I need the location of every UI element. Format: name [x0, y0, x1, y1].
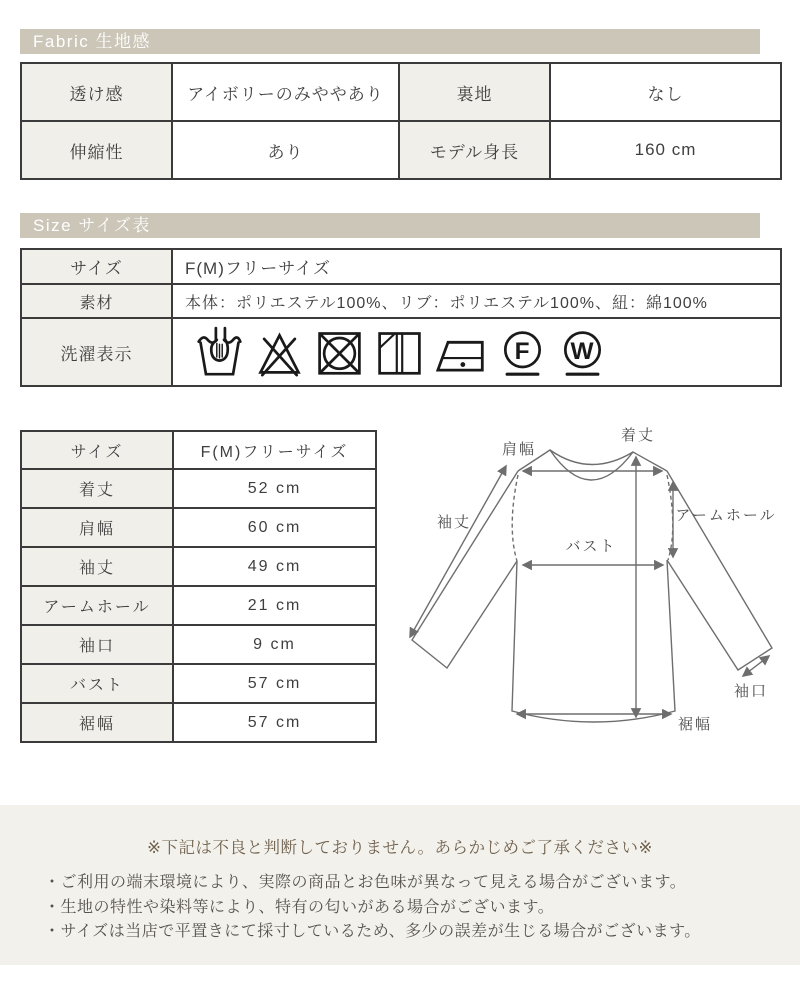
table-row — [21, 63, 781, 121]
measure-value: 57 cm — [173, 703, 376, 742]
disclaimer-item: ・生地の特性や染料等により、特有の匂いがある場合がございます。 — [44, 898, 555, 916]
measure-label: バスト — [21, 664, 173, 703]
diagram-label-shoulder: 肩幅 — [501, 441, 537, 458]
hand-wash-icon — [196, 325, 243, 380]
fabric-row-header: モデル身長 — [399, 121, 550, 179]
disclaimer-item: ・ご利用の端末環境により、実際の商品とお色味が異なって見える場合がございます。 — [44, 874, 687, 891]
do-not-tumble-dry-icon — [316, 325, 363, 380]
fabric-table — [20, 62, 782, 180]
table-row — [21, 547, 376, 586]
fabric-row-value: なし — [550, 63, 781, 121]
do-not-bleach-icon — [256, 325, 303, 380]
care-symbols — [185, 325, 779, 380]
size-info-label: サイズ — [21, 249, 172, 284]
measure-value: 9 cm — [173, 625, 376, 664]
diagram-label-hem: 裾幅 — [677, 716, 713, 733]
size-section-title: Size サイズ表 — [20, 213, 760, 238]
table-row — [21, 508, 376, 547]
diagram-label-length: 着丈 — [620, 427, 656, 444]
table-row — [21, 318, 781, 386]
measure-label: 袖口 — [21, 625, 173, 664]
fabric-row-header: 透け感 — [21, 63, 172, 121]
measure-label: アームホール — [21, 586, 173, 625]
measure-value: 49 cm — [173, 547, 376, 586]
iron-low-temp-icon — [436, 325, 486, 380]
measure-value: 60 cm — [173, 508, 376, 547]
diagram-label-cuff: 袖口 — [733, 683, 769, 700]
table-row — [21, 586, 376, 625]
fabric-section-title: Fabric 生地感 — [20, 29, 760, 54]
disclaimer-box — [0, 805, 800, 965]
svg-text:F: F — [514, 337, 531, 365]
table-row — [21, 469, 376, 508]
table-row — [21, 703, 376, 742]
measure-label: 着丈 — [21, 469, 173, 508]
size-info-table — [20, 248, 782, 387]
diagram-label-bust: バスト — [565, 538, 617, 555]
garment-measurement-diagram — [390, 418, 800, 763]
wet-clean-gentle-icon — [559, 325, 606, 380]
size-info-value: F(M)フリーサイズ — [172, 249, 781, 284]
measure-value: F(M)フリーサイズ — [173, 431, 376, 469]
dry-clean-petroleum-gentle-icon — [499, 325, 546, 380]
table-row — [21, 431, 376, 469]
measure-label: 袖丈 — [21, 547, 173, 586]
fabric-row-header: 裏地 — [399, 63, 550, 121]
disclaimer-item: ・サイズは当店で平置きにて採寸しているため、多少の誤差が生じる場合がございます。 — [44, 923, 701, 940]
fabric-row-value: 160 cm — [550, 121, 781, 179]
line-dry-in-shade-icon — [376, 325, 423, 380]
fabric-row-value: アイボリーのみややあり — [172, 63, 399, 121]
measure-label: 裾幅 — [21, 703, 173, 742]
diagram-label-sleeve: 袖丈 — [436, 514, 472, 531]
table-row — [21, 664, 376, 703]
diagram-label-armhole: アームホール — [675, 507, 777, 524]
measurements-table — [20, 430, 377, 743]
disclaimer-heading: ※下記は不良と判断しておりません。あらかじめご了承ください※ — [147, 839, 653, 857]
disclaimer-list — [0, 871, 800, 945]
size-info-value: 本体：ポリエステル100%、リブ：ポリエステル100%、紐：綿100% — [172, 284, 781, 318]
measurements-section — [0, 427, 800, 745]
size-info-label: 素材 — [21, 284, 172, 318]
sleeve-length-arrow — [410, 466, 506, 637]
measure-label: サイズ — [21, 431, 173, 469]
measure-value: 21 cm — [173, 586, 376, 625]
fabric-row-header: 伸縮性 — [21, 121, 172, 179]
measure-value: 57 cm — [173, 664, 376, 703]
measure-value: 52 cm — [173, 469, 376, 508]
care-label: 洗濯表示 — [21, 318, 172, 386]
measure-label: 肩幅 — [21, 508, 173, 547]
table-row — [21, 121, 781, 179]
table-row — [21, 249, 781, 284]
table-row — [21, 284, 781, 318]
fabric-row-value: あり — [172, 121, 399, 179]
table-row — [21, 625, 376, 664]
svg-text:W: W — [570, 337, 595, 365]
